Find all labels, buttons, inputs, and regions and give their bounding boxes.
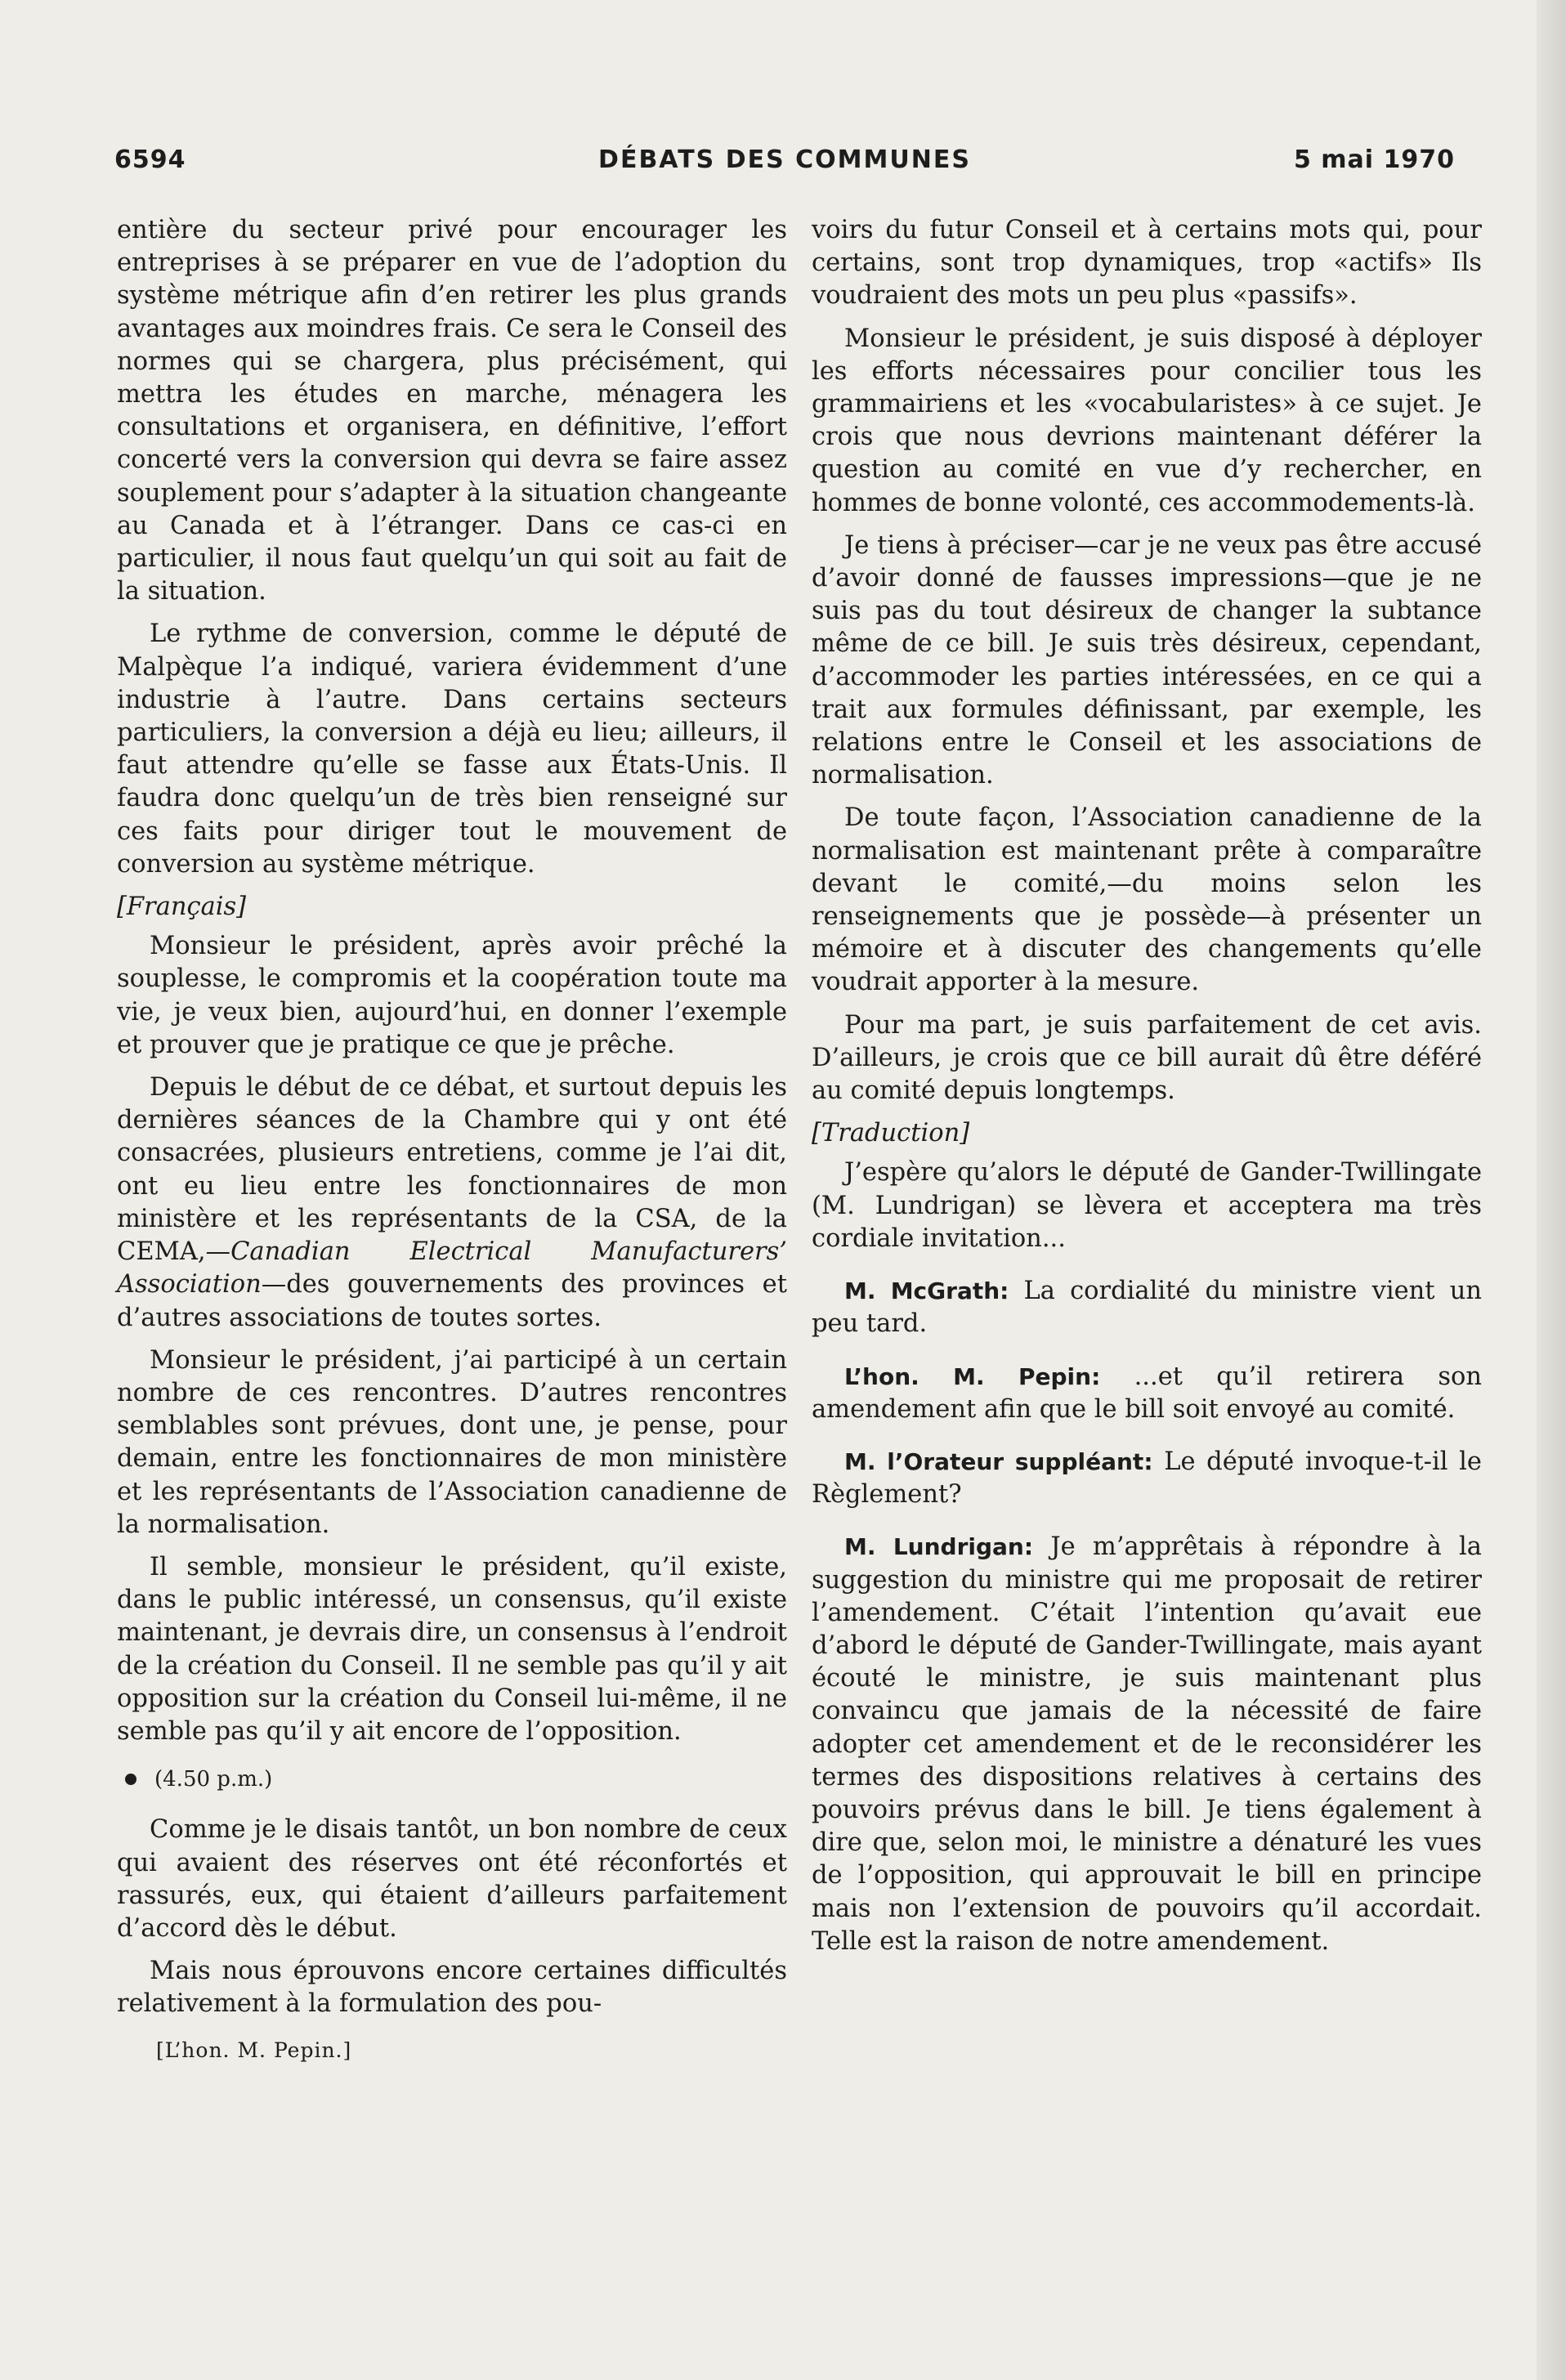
language-tag: [Traduction] [812,1119,970,1148]
speaker-name: M. McGrath: [844,1277,1009,1305]
association-name: Canadian Electrical Manufacturers’ Association [117,1237,787,1300]
page-header [114,145,1455,186]
speech-text: ...et qu’il retirera son amendement afin que le bill soit envoyé au comité. [812,1362,1482,1424]
paragraph: Je tiens à préciser—car je ne veux pas être accusé d’avoir donné de fausses impressions—que je ne suis pas du tout désireux de changer la subtance même de ce bill. Je suis très désireux, cependant, d’accommoder les parties intéressées, en ce qui a trait aux formules définissant, par exemple, les relations entre le Conseil et les associations de normalisation. [812,530,1482,790]
page-date: 5 mai 1970 [1293,145,1455,174]
paragraph: De toute façon, l’Association canadienne de la normalisation est maintenant prête à comparaître devant le comité,—du moins selon les renseignements que je possède—à présenter un mémoire et à discuter des changements qu’elle voudrait apporter à la mesure. [812,803,1482,997]
paragraph-text: Depuis le début de ce débat, et surtout depuis les dernières séances de la Chambre qui y ont été consacrées, plusieurs entretiens, comme je l’ai dit, ont eu lieu entre les fonctionnaires de mon ministère et les représentants de la CSA, de la CEMA,— [117,1073,787,1267]
paragraph: entière du secteur privé pour encourager les entreprises à se préparer en vue de l’adoption du système métrique afin d’en retirer les plus grands avantages aux moindres frais. Ce sera le Conseil des normes qui se chargera, plus précisément, qui mettra les études en marche, ménagera les consultations et organisera, en définitive, l’effort concerté vers la conversion qui devra se faire assez souplement pour s’adapter à la situation changeante au Canada et à l’étranger. Dans ce cas-ci en particulier, il nous faut quelqu’un qui soit au fait de la situation. [117,216,787,606]
speech [812,1361,1482,1426]
speaker-name: M. Lundrigan: [844,1533,1034,1561]
paragraph [117,1071,787,1335]
bullet-icon [125,1774,136,1785]
speaker-name: L’hon. M. Pepin: [844,1362,1101,1390]
speech [812,1531,1482,1958]
paragraph: Il semble, monsieur le président, qu’il existe, dans le public intéressé, un consensus, qu’il existe maintenant, je devrais dire, un consensus à l’endroit de la création du Conseil. Il ne semble pas qu’il y ait opposition sur la création du Conseil lui-même, il ne semble pas qu’il y ait encore de l’opposition. [117,1552,787,1746]
paragraph: Comme je le disais tantôt, un bon nombre de ceux qui avaient des réserves ont été réconfortés et rassurés, eux, qui étaient d’ailleurs parfaitement d’accord dès le début. [117,1815,787,1943]
paragraph: Mais nous éprouvons encore certaines difficultés relativement à la formulation des pou- [117,1957,787,2019]
speech-text: Le député invoque-t-il le Règlement? [812,1447,1482,1510]
time-stamp-text: (4.50 p.m.) [154,1767,273,1792]
speech-text: La cordialité du ministre vient un peu tard. [812,1277,1482,1339]
paragraph: Monsieur le président, je suis disposé à déployer les efforts nécessaires pour concilier tous les grammairiens et les «vocabularistes» à ce sujet. Je crois que nous devrions maintenant déférer la question au comité en vue d’y rechercher, en hommes de bonne volonté, ces accommodements-là. [812,324,1482,517]
speaker-footer: [L’hon. M. Pepin.] [156,2038,352,2062]
left-column [117,214,787,2067]
paragraph: Pour ma part, je suis parfaitement de cet avis. D’ailleurs, je crois que ce bill aurait dû être déféré au comité depuis longtemps. [812,1010,1482,1106]
page-number: 6594 [114,145,186,174]
speech [812,1446,1482,1511]
right-column [812,214,1482,1968]
page-edge [1537,0,1566,2380]
publication-title: DÉBATS DES COMMUNES [598,145,971,174]
language-tag: [Français] [117,892,247,922]
time-stamp [117,1763,787,1796]
paragraph: Le rythme de conversion, comme le député de Malpèque l’a indiqué, variera évidemment d’une industrie à l’autre. Dans certains secteurs particuliers, la conversion a déjà eu lieu; ailleurs, il faut attendre qu’elle se fasse aux États-Unis. Il faudra donc quelqu’un de très bien renseigné sur ces faits pour diriger tout le mouvement de conversion au système métrique. [117,620,787,879]
paragraph: voirs du futur Conseil et à certains mots qui, pour certains, sont trop dynamiques, trop «actifs» Ils voudraient des mots un peu plus «passifs». [812,216,1482,311]
paragraph-text: —des gouvernements des provinces et d’autres associations de toutes sortes. [117,1270,787,1332]
speech-text: Je m’apprêtais à répondre à la suggestion du ministre qui me proposait de retirer l’amendement. C’était l’intention qu’avait eue d’abord le député de Gander-Twillingate, mais ayant écouté le ministre, je suis maintenant plus convaincu que jamais de la nécessité de faire adopter cet amendement et de le reconsidérer les termes des dispositions relatives à certains des pouvoirs prévus dans le bill. Je tiens également à dire que, selon moi, le ministre a dénaturé les vues de l’opposition, qui approuvait le bill en principe mais non l’extension de pouvoirs qu’il accordait. Telle est la raison de notre amendement. [812,1532,1482,1956]
speech [812,1275,1482,1340]
paragraph: J’espère qu’alors le député de Gander-Twillingate (M. Lundrigan) se lèvera et acceptera ma très cordiale invitation... [812,1158,1482,1253]
paragraph: Monsieur le président, j’ai participé à un certain nombre de ces rencontres. D’autres rencontres semblables sont prévues, dont une, je pense, pour demain, entre les fonctionnaires de mon ministère et les représentants de l’Association canadienne de la normalisation. [117,1345,787,1539]
speaker-name: M. l’Orateur suppléant: [844,1447,1153,1475]
paragraph: Monsieur le président, après avoir prêché la souplesse, le compromis et la coopération toute ma vie, je veux bien, aujourd’hui, en donner l’exemple et prouver que je pratique ce que je prêche. [117,932,787,1059]
